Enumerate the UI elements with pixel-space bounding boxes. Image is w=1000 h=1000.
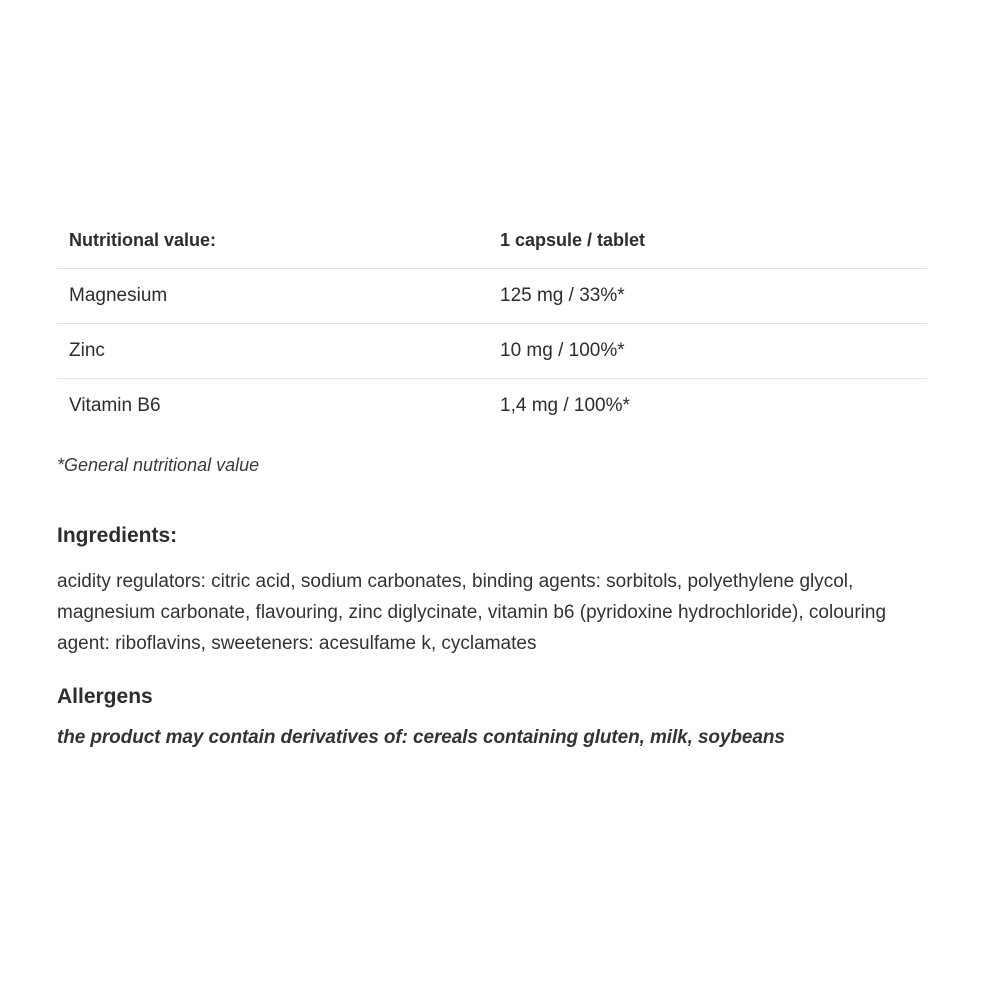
- table-row: [57, 323, 927, 378]
- nutrient-name: Zinc: [57, 323, 488, 378]
- nutrition-header-label: Nutritional value:: [57, 213, 488, 268]
- ingredients-text: acidity regulators: citric acid, sodium carbonates, binding agents: sorbitols, polyethylene glycol, magnesium carbonate, flavouring, zinc diglycinate, vitamin b6 (pyridoxine hydrochloride), colouring agent: riboflavins, sweeteners: acesulfame k, cyclamates: [57, 571, 887, 654]
- nutrient-amount: 1,4 mg / 100%*: [500, 394, 630, 416]
- product-info: [57, 213, 927, 749]
- nutrition-table: [57, 213, 927, 433]
- nutrient-name: Vitamin B6: [69, 394, 161, 416]
- nutrition-table-header: [57, 213, 927, 268]
- allergens-text: the product may contain derivatives of: cereals containing gluten, milk, soybeans: [57, 727, 785, 748]
- table-row: [57, 378, 927, 433]
- nutrient-amount: 10 mg / 100%*: [488, 323, 927, 378]
- nutrient-name: Magnesium: [57, 268, 488, 323]
- allergens-heading: Allergens: [57, 685, 153, 708]
- footnote: *General nutritional value: [57, 455, 260, 475]
- nutrition-header-amount: 1 capsule / tablet: [488, 213, 927, 268]
- table-row: [57, 268, 927, 323]
- nutrient-amount: 125 mg / 33%*: [488, 268, 927, 323]
- ingredients-heading: Ingredients:: [57, 524, 178, 547]
